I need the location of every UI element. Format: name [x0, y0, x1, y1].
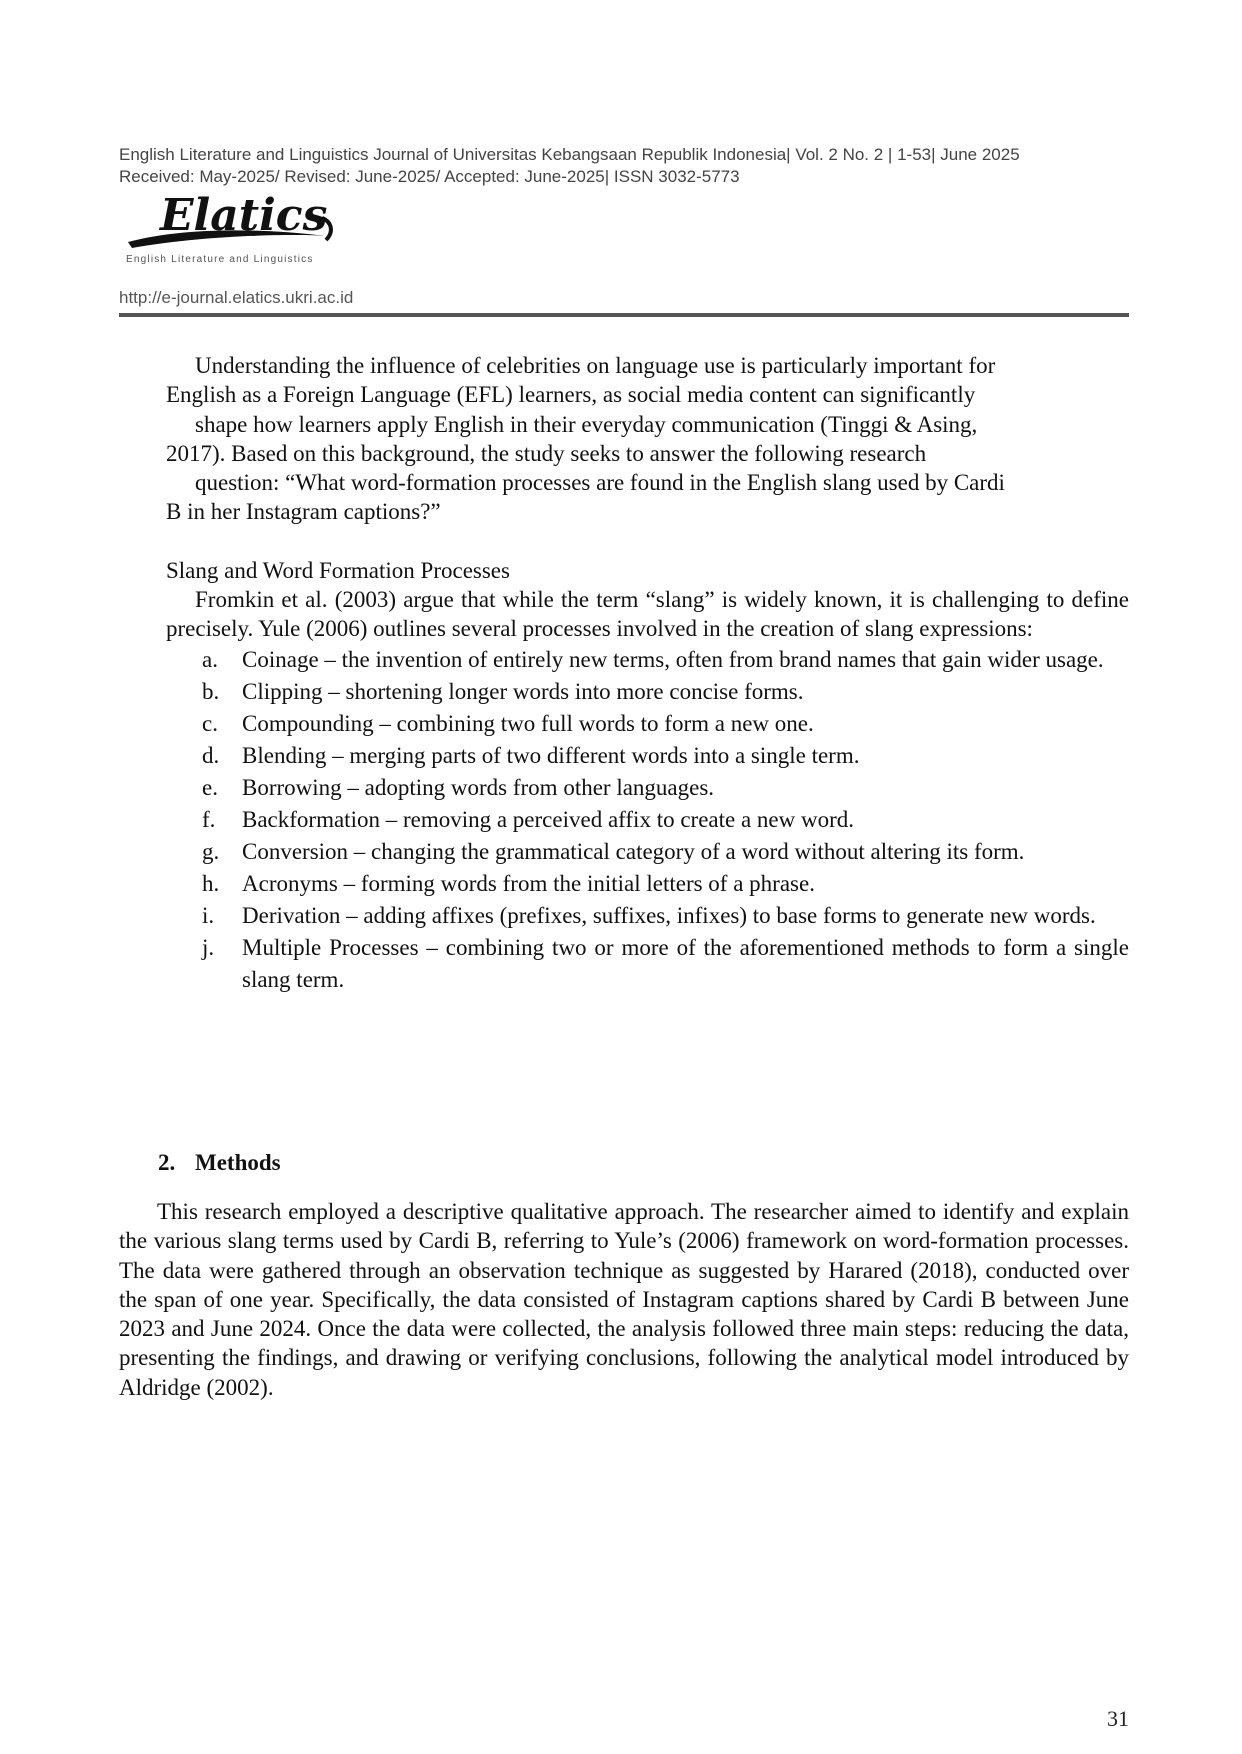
logo-subtitle: English Literature and Linguistics [126, 254, 314, 265]
journal-logo [122, 190, 347, 270]
slang-section-paragraph: Fromkin et al. (2003) argue that while the term “slang” is widely known, it is challenging to define precisely. Yule (2006) outlines several processes involved in the creation of slang expressions: [166, 587, 1129, 642]
logo-wordmark: Elatics [160, 190, 328, 241]
list-item: e. Borrowing – adopting words from other languages. [202, 774, 715, 800]
list-item: d. Blending – merging parts of two different words into a single term. [202, 742, 860, 768]
intro-line: 2017). Based on this background, the study seeks to answer the following research [166, 440, 927, 466]
journal-info-line: English Literature and Linguistics Journal of Universitas Kebangsaan Republik Indonesia| Vol. 2 No. 2 | 1-53| June 2025 [119, 145, 1020, 164]
methods-heading [158, 1150, 281, 1176]
intro-line: question: “What word-formation processes are found in the English slang used by Cardi [195, 470, 1005, 496]
journal-url: http://e-journal.elatics.ukri.ac.id [119, 288, 354, 307]
slang-section-heading: Slang and Word Formation Processes [166, 557, 510, 583]
intro-line: Understanding the influence of celebrities on language use is particularly important for [195, 353, 996, 378]
methods-paragraph: This research employed a descriptive qualitative approach. The researcher aimed to identify and explain the various slang terms used by Cardi B, referring to Yule’s (2006) framework on word-formation processes. The data were gathered through an observation technique as suggested by Harared (2018), conducted over the span of one year. Specifically, the data consisted of Instagram captions shared by Cardi B between June 2023 and June 2024. Once the data were collected, the analysis followed three main steps: reducing the data, presenting the findings, and drawing or verifying conclusions, following the analytical model introduced by Aldridge (2002). [119, 1199, 1129, 1400]
list-item: j. Multiple Processes – combining two or more of the aforementioned methods to form a single slang term. [202, 934, 1129, 992]
list-item: a. Coinage – the invention of entirely new terms, often from brand names that gain wider usage. [202, 646, 1104, 672]
main-content [166, 351, 1129, 996]
list-item: b. Clipping – shortening longer words into more concise forms. [202, 678, 804, 704]
section-number: 2. [158, 1150, 176, 1175]
section-spacer [166, 527, 1129, 556]
journal-header [119, 144, 1129, 188]
intro-paragraph [166, 351, 1129, 527]
list-item: c. Compounding – combining two full words to form a new one. [202, 710, 814, 736]
intro-line: shape how learners apply English in their everyday communication (Tinggi & Asing, [195, 411, 978, 437]
submission-dates-line: Received: May-2025/ Revised: June-2025/ Accepted: June-2025| ISSN 3032-5773 [119, 167, 740, 186]
page-number: 31 [1107, 1706, 1129, 1731]
intro-line: English as a Foreign Language (EFL) learners, as social media content can significantly [166, 382, 976, 408]
list-item: i. Derivation – adding affixes (prefixes, suffixes, infixes) to base forms to generate new words. [202, 902, 1096, 928]
list-item: h. Acronyms – forming words from the initial letters of a phrase. [202, 870, 815, 896]
word-formation-list [166, 644, 1129, 996]
header-divider [119, 313, 1129, 317]
intro-line: B in her Instagram captions?” [166, 499, 441, 525]
list-item: f. Backformation – removing a perceived affix to create a new word. [202, 806, 855, 832]
list-item: g. Conversion – changing the grammatical category of a word without altering its form. [202, 838, 1025, 864]
section-title: Methods [195, 1150, 281, 1175]
